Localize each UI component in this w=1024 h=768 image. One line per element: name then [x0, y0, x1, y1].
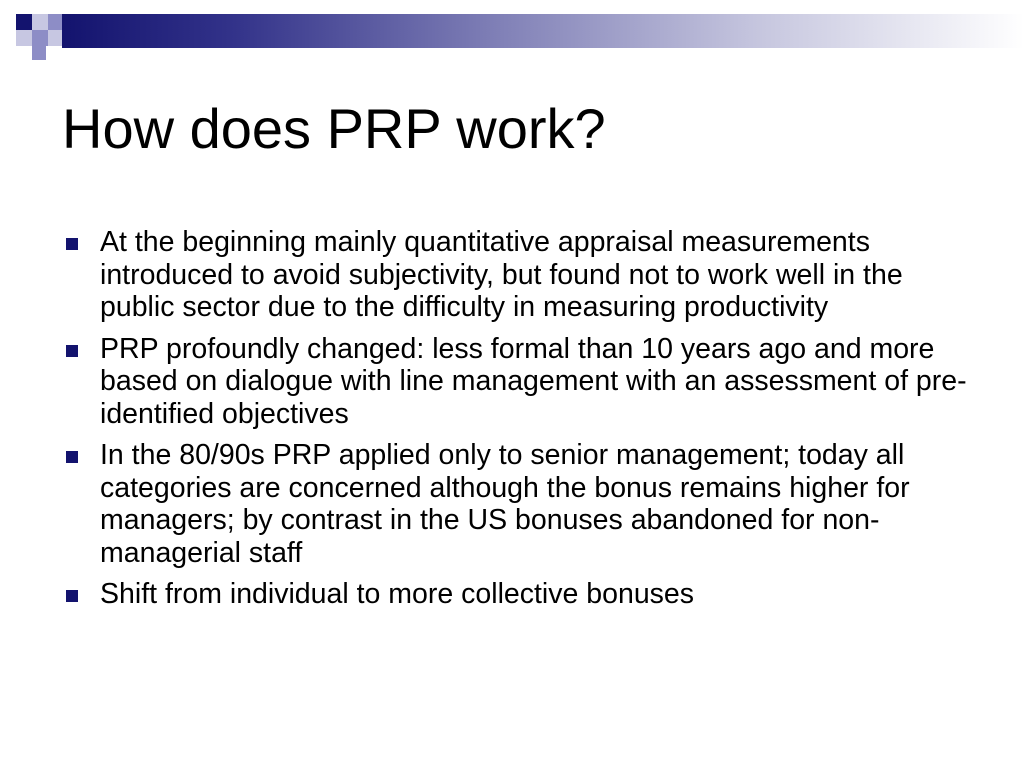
decor-square: [48, 14, 62, 30]
header-gradient-bar: [62, 14, 1024, 48]
square-bullet-icon: [66, 451, 78, 463]
decor-square: [16, 14, 32, 30]
bullet-item: [62, 226, 972, 324]
decor-square: [16, 30, 32, 46]
bullet-text: At the beginning mainly quantitative appraisal measurements introduced to avoid subjectivity, but found not to work well in the public sector due to the difficulty in measuring productivity: [100, 226, 903, 323]
bullet-item: [62, 333, 972, 431]
decor-square: [32, 14, 48, 30]
bullet-item: [62, 439, 972, 569]
slide-title: How does PRP work?: [62, 97, 606, 160]
decor-square: [32, 30, 48, 46]
bullet-text: PRP profoundly changed: less formal than 10 years ago and more based on dialogue with line management with an assessment of pre-identified objectives: [100, 332, 967, 430]
square-bullet-icon: [66, 238, 78, 250]
bullet-text: In the 80/90s PRP applied only to senior management; today all categories are concerned although the bonus remains higher for managers; by contrast in the US bonuses abandoned for non-managerial staff: [100, 439, 910, 569]
square-bullet-icon: [66, 590, 78, 602]
bullet-text: Shift from individual to more collective bonuses: [100, 578, 695, 610]
decor-square: [32, 46, 46, 60]
bullet-item: [62, 578, 972, 611]
decor-square: [48, 30, 62, 46]
square-bullet-icon: [66, 345, 78, 357]
bullet-list: [62, 226, 972, 620]
